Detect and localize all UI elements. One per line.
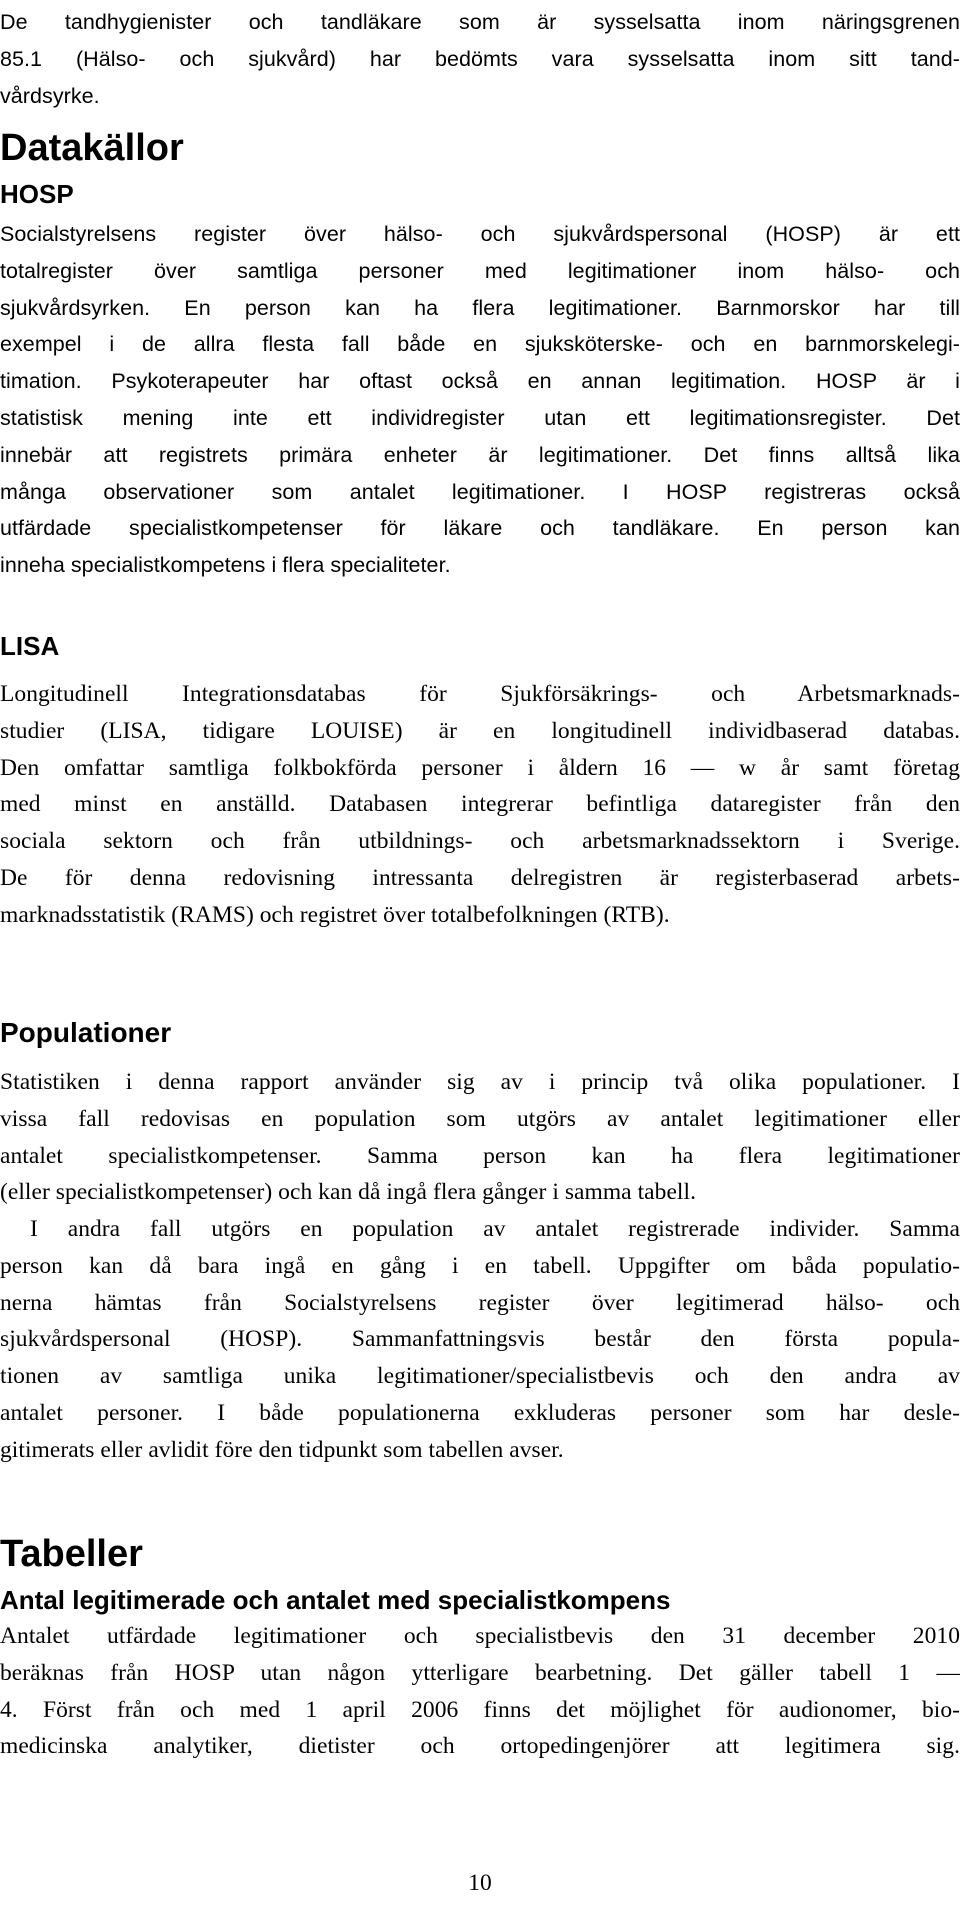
text-line: person kan då bara ingå en gång i en tabell. Uppgifter om båda populatio-	[0, 1252, 960, 1279]
populationer-paragraph-1	[0, 1064, 960, 1211]
lisa-heading-block	[0, 630, 960, 662]
text-line: Den omfattar samtliga folkbokförda personer i åldern 16 — w år samt företag	[0, 754, 960, 781]
text-line: innebär att registrets primära enheter är legitimationer. Det finns alltså lika	[0, 442, 960, 467]
text-line: 85.1 (Hälso- och sjukvård) har bedömts vara sysselsatta inom sitt tand-	[0, 46, 960, 71]
section-tabeller	[0, 1532, 960, 1576]
text-line: utfärdade specialistkompetenser för läkare och tandläkare. En person kan	[0, 516, 960, 541]
text-line: I andra fall utgörs en population av antalet registrerade individer. Samma	[30, 1216, 960, 1242]
text-line: (eller specialistkompetenser) och kan då ingå flera gånger i samma tabell.	[0, 1179, 697, 1206]
intro-paragraph	[0, 4, 960, 114]
hosp-heading-block	[0, 178, 960, 210]
text-line: antalet specialistkompetenser. Samma person kan ha flera legitimationer	[0, 1142, 960, 1169]
text-line: sociala sektorn och från utbildnings- och arbetsmarknadssektorn i Sverige.	[0, 828, 960, 855]
text-line: antalet personer. I både populationerna exkluderas personer som har desle-	[0, 1399, 960, 1426]
text-line: exempel i de allra flesta fall både en sjuksköterske- och en barnmorskelegi-	[0, 332, 960, 357]
text-line: vissa fall redovisas en population som utgörs av antalet legitimationer eller	[0, 1105, 960, 1132]
tabeller-subheading-block	[0, 1584, 960, 1616]
text-line: tionen av samtliga unika legitimationer/specialistbevis och den andra av	[0, 1363, 960, 1390]
text-line: sjukvårdsyrken. En person kan ha flera legitimationer. Barnmorskor har till	[0, 295, 960, 320]
subsection-heading: LISA	[0, 631, 60, 661]
text-line: totalregister över samtliga personer med legitimationer inom hälso- och	[0, 258, 960, 283]
text-line: med minst en anställd. Databasen integrerar befintliga dataregister från den	[0, 791, 960, 818]
text-line: timation. Psykoterapeuter har oftast också en annan legitimation. HOSP är i	[0, 369, 960, 394]
text-line: studier (LISA, tidigare LOUISE) är en longitudinell individbaserad databas.	[0, 717, 960, 744]
text-line: medicinska analytiker, dietister och ortopedingenjörer att legitimera sig.	[0, 1733, 960, 1760]
section-title: Datakällor	[0, 127, 184, 169]
text-line: marknadsstatistik (RAMS) och registret över totalbefolkningen (RTB).	[0, 901, 670, 928]
lisa-paragraph	[0, 676, 960, 934]
text-line: statistisk mening inte ett individregister utan ett legitimationsregister. Det	[0, 405, 960, 430]
text-line: 4. Först från och med 1 april 2006 finns det möjlighet för audionomer, bio-	[0, 1696, 960, 1723]
section-datakallor	[0, 126, 960, 170]
tabeller-paragraph	[0, 1618, 960, 1765]
text-line: Statistiken i denna rapport använder sig av i princip två olika populationer. I	[0, 1069, 960, 1095]
section-title: Tabeller	[0, 1533, 143, 1575]
text-line: De för denna redovisning intressanta delregistren är registerbaserad arbets-	[0, 864, 960, 891]
hosp-paragraph	[0, 216, 960, 584]
text-line: beräknas från HOSP utan någon ytterligare bearbetning. Det gäller tabell 1 —	[0, 1659, 960, 1686]
text-line: sjukvårdspersonal (HOSP). Sammanfattningsvis består den första popula-	[0, 1326, 960, 1353]
subsection-heading: HOSP	[0, 179, 74, 209]
page-number: 10	[468, 1870, 492, 1896]
populationer-heading-block	[0, 1016, 960, 1050]
text-line: De tandhygienister och tandläkare som är sysselsatta inom näringsgrenen	[0, 10, 960, 34]
text-line: nerna hämtas från Socialstyrelsens register över legitimerad hälso- och	[0, 1289, 960, 1316]
text-line: inneha specialistkompetens i flera specialiteter.	[0, 553, 451, 578]
text-line: Antalet utfärdade legitimationer och specialistbevis den 31 december 2010	[0, 1623, 960, 1649]
section-heading: Populationer	[0, 1017, 172, 1048]
populationer-paragraph-2	[0, 1211, 960, 1469]
text-line: många observationer som antalet legitimationer. I HOSP registreras också	[0, 479, 960, 504]
text-line: Socialstyrelsens register över hälso- och sjukvårdspersonal (HOSP) är ett	[0, 222, 960, 246]
text-line: gitimerats eller avlidit före den tidpunkt som tabellen avser.	[0, 1436, 564, 1463]
text-line: vårdsyrke.	[0, 83, 100, 108]
subsection-heading: Antal legitimerade och antalet med specialistkompens	[0, 1585, 671, 1615]
text-line: Longitudinell Integrationsdatabas för Sjukförsäkrings- och Arbetsmarknads-	[0, 681, 960, 707]
